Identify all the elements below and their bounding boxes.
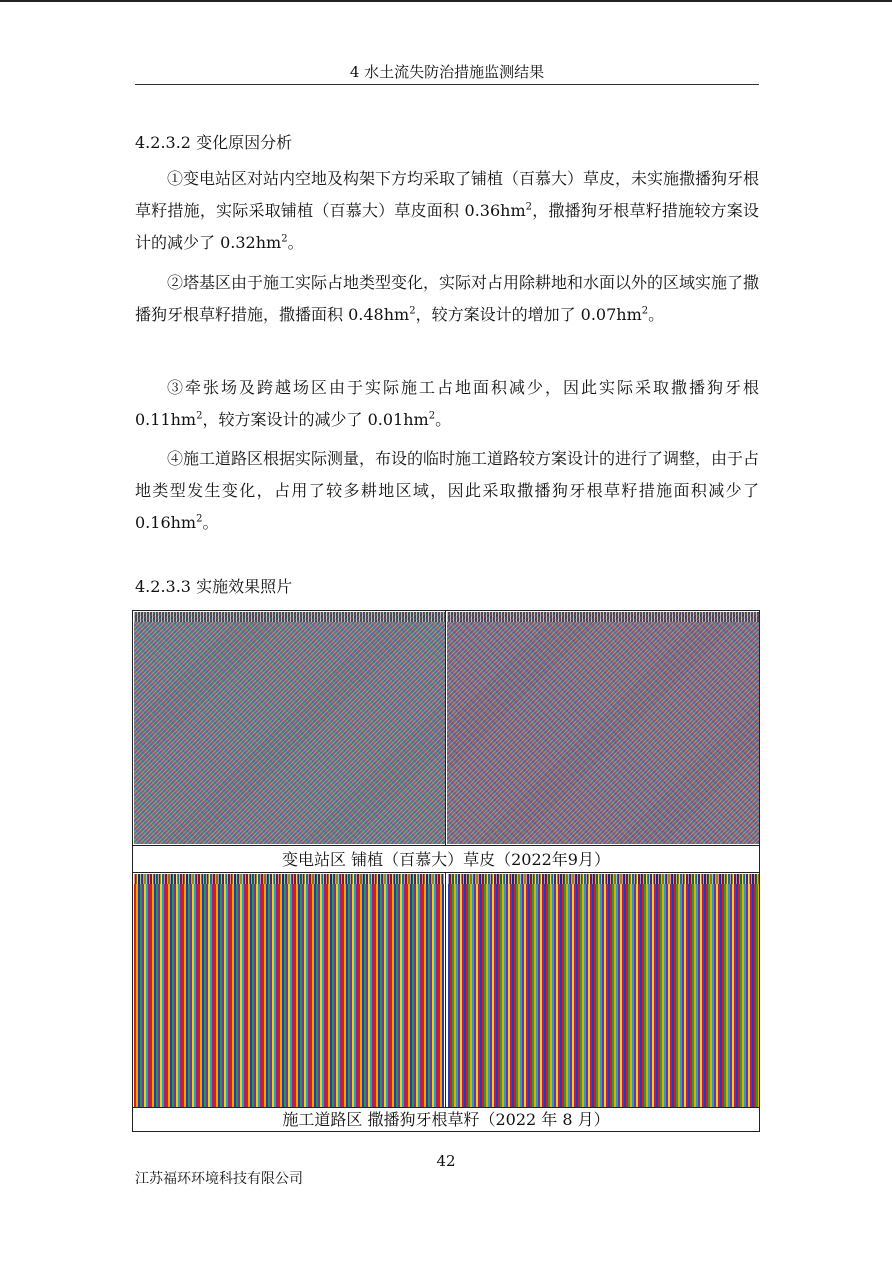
- footer-company: 江苏福环环境科技有限公司: [135, 1171, 303, 1187]
- photo-caption-road: 施工道路区 撒播狗牙根草籽（2022 年 8 月）: [282, 1110, 610, 1129]
- row-rule-1: [133, 845, 759, 846]
- photo-divider-top: [445, 611, 446, 845]
- photo-caption-substation: 变电站区 铺植（百慕大）草皮（2022年9月）: [282, 850, 610, 869]
- photo-road-seeding-right: [448, 874, 759, 1107]
- photo-table: [132, 610, 760, 1132]
- paragraph-3: ③牵张场及跨越场区由于实际施工占地面积减少，因此实际采取撒播狗牙根 $0.11hm^2$，较方案设计的减少了 $0.01hm^2$。: [135, 378, 759, 429]
- row-rule-2: [133, 872, 759, 873]
- photo-road-seeding-left: [134, 874, 444, 1107]
- photo-divider-bottom: [445, 873, 446, 1107]
- page-number: 42: [436, 1152, 456, 1170]
- paragraph-1: ①变电站区对站内空地及构架下方均采取了铺植（百慕大）草皮，未实施撒播狗牙根草籽措施，实际采取铺植（百慕大）草皮面积 $0.36hm^2$，撒播狗牙根草籽措施较方案设计的减少了 $0.32hm^2$。: [135, 169, 760, 252]
- running-header: 4 水土流失防治措施监测结果: [349, 63, 545, 81]
- section-heading-change-analysis: 4.2.3.2 变化原因分析: [135, 133, 293, 152]
- section-heading-photos: 4.2.3.3 实施效果照片: [135, 577, 293, 596]
- photo-substation-turf-right: [447, 612, 759, 844]
- top-border-line: [0, 0, 892, 2]
- paragraph-2: ②塔基区由于施工实际占地类型变化，实际对占用除耕地和水面以外的区域实施了撒播狗牙根草籽措施，撒播面积 $0.48hm^2$，较方案设计的增加了 $0.07hm^2$。: [135, 273, 760, 324]
- photo-substation-turf-left: [134, 612, 445, 844]
- paragraph-4: ④施工道路区根据实际测量，布设的临时施工道路较方案设计的进行了调整，由于占地类型发生变化，占用了较多耕地区域，因此采取撒播狗牙根草籽措施面积减少了 $0.16hm^2$。: [135, 449, 760, 532]
- header-rule: [135, 84, 759, 85]
